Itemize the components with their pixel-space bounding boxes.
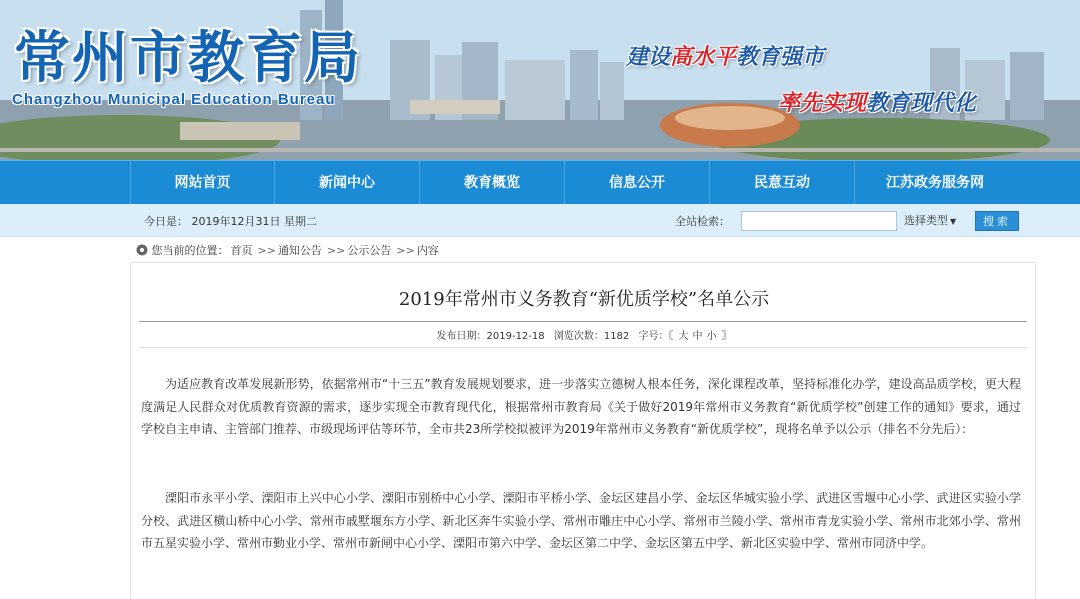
article-panel: [130, 262, 1036, 599]
header-banner: [0, 0, 1080, 160]
article-paragraph-school-list: 溧阳市永平小学、溧阳市上兴中心小学、溧阳市别桥中心小学、溧阳市平桥小学、金坛区建昌小学、金坛区华城实验小学、武进区雪堰中心小学、武进区实验小学分校、武进区横山桥中心小学、常州市戚墅堰东方小学、新北区奔牛实验小学、常州市雕庄中心小学、常州市兰陵小学、常州市青龙实验小学、常州市北郊小学、常州市五星实验小学、常州市勤业小学、常州市新闸中心小学、溧阳市第六中学、金坛区第二中学、金坛区第五中学、新北区实验中学、常州市同济中学。: [141, 491, 1021, 550]
nav-item-news[interactable]: 新闻中心: [275, 161, 420, 205]
slogan2-suffix: 教育现代化: [866, 91, 977, 116]
title-divider: [139, 321, 1027, 322]
article-paragraph-intro: 为适应教育改革发展新形势，依据常州市“十三五”教育发展规划要求，进一步落实立德树人根本任务，深化课程改革，坚持标准化办学，建设高品质学校，更大程度满足人民群众对优质教育资源的需求，逐步实现全市教育现代化，根据常州市教育局《关于做好2019年常州市义务教育“新优质学校”创建工作的通知》要求，通过学校自主申请、主管部门推荐、市级现场评估等环节，全市共23所学校拟被评为2019年常州市义务教育“新优质学校”，现将名单予以公示（排名不分先后）：: [141, 377, 1021, 436]
slogan1-highlight: 高水平: [670, 45, 737, 70]
font-size-large[interactable]: 大: [678, 331, 689, 342]
publish-date: 发布日期：2019-12-18: [436, 331, 545, 342]
view-count: 浏览次数：1182: [553, 331, 630, 342]
site-title: 常州市教育局: [14, 25, 362, 91]
search-type-value: 选择类型: [904, 214, 948, 227]
breadcrumb-separator: >>: [257, 244, 276, 257]
search-type-select[interactable]: [904, 211, 972, 231]
breadcrumb-separator: >>: [326, 244, 346, 257]
slogan1-prefix: 建设: [626, 45, 671, 70]
breadcrumb: [136, 243, 441, 259]
search-label: 全站检索：: [675, 215, 730, 228]
main-nav: [0, 160, 1080, 204]
nav-item-info-disclosure[interactable]: 信息公开: [565, 161, 710, 205]
article-title: 2019年常州市义务教育“新优质学校”名单公示: [398, 289, 770, 310]
breadcrumb-prefix: 您当前的位置：: [151, 244, 229, 257]
breadcrumb-home[interactable]: 首页: [230, 244, 253, 257]
breadcrumb-separator: >>: [396, 244, 415, 257]
search-button[interactable]: 搜索: [975, 211, 1019, 231]
slogan-build: [626, 40, 824, 71]
nav-item-overview[interactable]: 教育概览: [420, 161, 565, 205]
breadcrumb-notices[interactable]: 通知公告: [277, 244, 322, 257]
meta-divider: [139, 347, 1027, 348]
chevron-down-icon: ▼: [950, 217, 957, 226]
site-subtitle: Changzhou Municipal Education Bureau: [12, 91, 336, 108]
slogan1-suffix: 教育强市: [736, 45, 825, 70]
today-date: 今日是： 2019年12月31日 星期二: [144, 215, 317, 228]
font-size-medium[interactable]: 中: [692, 331, 703, 342]
breadcrumb-public-announcements[interactable]: 公示公告: [347, 244, 392, 257]
font-size-small[interactable]: 小: [706, 331, 717, 342]
info-bar: [0, 204, 1080, 237]
breadcrumb-content: 内容: [416, 244, 439, 257]
nav-item-jiangsu-gov-service[interactable]: 江苏政务服务网: [886, 175, 984, 191]
font-size-close: 〗: [721, 331, 732, 342]
nav-item-home[interactable]: 网站首页: [130, 161, 275, 205]
nav-items: [130, 161, 1015, 205]
search-input[interactable]: [741, 211, 897, 231]
slogan-modernize: [778, 86, 976, 117]
slogan2-highlight: 率先实现: [778, 91, 867, 116]
nav-item-interaction[interactable]: 民意互动: [710, 161, 855, 205]
location-icon: [136, 244, 148, 256]
article-meta: [131, 327, 1037, 342]
font-size-label: 字号：〖: [638, 331, 674, 342]
